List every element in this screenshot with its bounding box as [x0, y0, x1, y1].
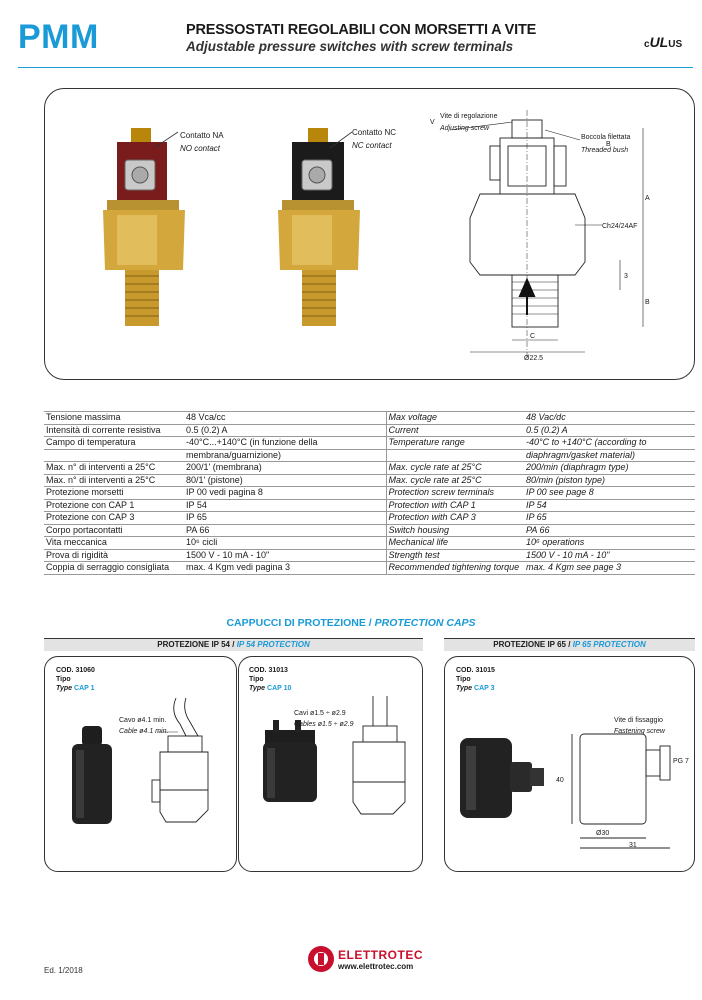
spec-it-value: IP 00 vedi pagina 8: [184, 487, 386, 500]
caps-title-en: PROTECTION CAPS: [374, 617, 476, 629]
spec-en-label: Strength test: [386, 549, 524, 562]
spec-it-value: 10⁶ cicli: [184, 537, 386, 550]
cap3-pg: PG 7: [673, 758, 689, 765]
spec-it-label: Tensione massima: [44, 412, 184, 425]
spec-row: [44, 549, 695, 562]
spec-row: [44, 524, 695, 537]
spec-it-value: max. 4 Kgm vedi pagina 3: [184, 562, 386, 575]
drawing-hex: Ch24/24AF: [602, 223, 638, 230]
spec-en-label: Temperature range: [386, 437, 524, 450]
spec-en-value: diaphragm/gasket material): [524, 449, 695, 462]
spec-row: [44, 449, 695, 462]
spec-it-value: IP 65: [184, 512, 386, 525]
cap3-width: 31: [629, 842, 637, 849]
product-photo-nc: [268, 120, 368, 330]
drawing-bush-it: Boccola filettata: [581, 134, 631, 141]
spec-it-label: Coppia di serraggio consigliata: [44, 562, 184, 575]
spec-it-label: [44, 449, 184, 462]
title-english: Adjustable pressure switches with screw terminals: [186, 39, 514, 54]
cert-ul: UL: [649, 34, 669, 50]
spec-it-label: Max. n° di interventi a 25°C: [44, 474, 184, 487]
spec-it-label: Vita meccanica: [44, 537, 184, 550]
ip65-en: IP 65 PROTECTION: [572, 640, 646, 649]
caps-title: [0, 617, 702, 629]
spec-it-label: Protezione con CAP 3: [44, 512, 184, 525]
spec-it-value: PA 66: [184, 524, 386, 537]
spec-row: [44, 474, 695, 487]
label-nc-en: NC contact: [352, 141, 392, 150]
spec-en-label: Recommended tightening torque: [386, 562, 524, 575]
cap3-height: 40: [556, 777, 564, 784]
caps-title-it: CAPPUCCI DI PROTEZIONE /: [226, 617, 372, 629]
spec-row: [44, 562, 695, 575]
spec-it-label: Protezione morsetti: [44, 487, 184, 500]
spec-en-value: 80/min (piston type): [524, 474, 695, 487]
spec-en-label: Current: [386, 424, 524, 437]
ip54-it: PROTEZIONE IP 54 /: [157, 640, 235, 649]
spec-it-label: Max. n° di interventi a 25°C: [44, 462, 184, 475]
spec-it-label: Prova di rigidità: [44, 549, 184, 562]
spec-en-value: IP 65: [524, 512, 695, 525]
spec-it-value: 80/1' (pistone): [184, 474, 386, 487]
spec-it-value: 0.5 (0.2) A: [184, 424, 386, 437]
drawing-dia: Ø22.5: [524, 355, 544, 362]
cap3-name: CAP 3: [474, 685, 495, 692]
elettrotec-logo-icon: [306, 944, 336, 974]
cap1-code: COD. 31060: [56, 667, 95, 674]
drawing-screw-en: Adjusting screw: [440, 125, 490, 132]
header-rule: [18, 67, 693, 68]
spec-it-value: 48 Vca/cc: [184, 412, 386, 425]
cert-c: c: [644, 39, 650, 50]
drawing-bush-en: Threaded bush: [581, 147, 629, 154]
spec-row: [44, 537, 695, 550]
cap3-code: COD. 31015: [456, 667, 495, 674]
brand-url[interactable]: www.elettrotec.com: [338, 962, 414, 971]
spec-row: [44, 512, 695, 525]
spec-row: [44, 437, 695, 450]
spec-en-label: Max. cycle rate at 25°C: [386, 462, 524, 475]
cap3-tipo: Tipo: [456, 676, 471, 683]
spec-en-label: Max voltage: [386, 412, 524, 425]
product-code: PMM: [18, 18, 99, 56]
technical-drawing: [430, 100, 680, 375]
ip65-it: PROTEZIONE IP 65 /: [493, 640, 571, 649]
spec-it-label: Protezione con CAP 1: [44, 499, 184, 512]
edition: Ed. 1/2018: [44, 966, 83, 975]
spec-en-value: max. 4 Kgm see page 3: [524, 562, 695, 575]
spec-en-value: -40°C to +140°C (according to: [524, 437, 695, 450]
drawing-b-side: B: [645, 299, 650, 306]
spec-en-value: 0.5 (0.2) A: [524, 424, 695, 437]
spec-en-label: Switch housing: [386, 524, 524, 537]
spec-row: [44, 499, 695, 512]
cap3-screw-it: Vite di fissaggio: [614, 717, 663, 724]
spec-en-label: Max. cycle rate at 25°C: [386, 474, 524, 487]
cap10-type: Type: [249, 685, 266, 692]
spec-en-label: Mechanical life: [386, 537, 524, 550]
cap10-name: CAP 10: [267, 685, 292, 692]
drawing-screw-it: Vite di regolazione: [440, 113, 498, 120]
label-nc-it: Contatto NC: [352, 128, 397, 137]
brand-name: ELETTROTEC: [338, 948, 423, 962]
spec-it-value: 200/1' (membrana): [184, 462, 386, 475]
cap1-cable-it: Cavo ø4.1 min.: [119, 717, 167, 724]
drawing-3: 3: [624, 273, 628, 280]
ul-certification-logo: [644, 34, 682, 50]
spec-it-label: Campo di temperatura: [44, 437, 184, 450]
cap3-type: Type: [456, 685, 473, 692]
spec-en-label: Protection with CAP 1: [386, 499, 524, 512]
drawing-c: C: [530, 333, 536, 340]
cap10-info: [249, 666, 291, 693]
drawing-v: V: [430, 119, 435, 126]
spec-en-value: IP 54: [524, 499, 695, 512]
cap10-cable-it: Cavi ø1.5 ÷ ø2.9: [294, 710, 346, 717]
cap1-info: [56, 666, 95, 693]
cap1-name: CAP 1: [74, 685, 95, 692]
spec-row: [44, 487, 695, 500]
spec-en-label: [386, 449, 524, 462]
label-no-en: NO contact: [180, 144, 221, 153]
label-no-it: Contatto NA: [180, 131, 224, 140]
cap10-tipo: Tipo: [249, 676, 264, 683]
spec-it-value: membrana/guarnizione): [184, 449, 386, 462]
spec-row: [44, 424, 695, 437]
spec-en-value: PA 66: [524, 524, 695, 537]
cap3-screw-en: Fastening screw: [614, 728, 665, 735]
spec-row: [44, 412, 695, 425]
cap3-info: [456, 666, 495, 693]
spec-it-value: IP 54: [184, 499, 386, 512]
cap10-cable-en: Cables ø1.5 ÷ ø2.9: [294, 721, 354, 728]
cap10-code: COD. 31013: [249, 667, 288, 674]
spec-en-value: 10⁶ operations: [524, 537, 695, 550]
ip54-en: IP 54 PROTECTION: [236, 640, 310, 649]
cap1-tipo: Tipo: [56, 676, 71, 683]
specs-table: [44, 411, 695, 575]
spec-en-label: Protection screw terminals: [386, 487, 524, 500]
spec-it-value: -40°C...+140°C (in funzione della: [184, 437, 386, 450]
spec-en-value: 1500 V - 10 mA - 10": [524, 549, 695, 562]
spec-it-label: Corpo portacontatti: [44, 524, 184, 537]
spec-en-label: Protection with CAP 3: [386, 512, 524, 525]
spec-en-value: IP 00 see page 8: [524, 487, 695, 500]
spec-en-value: 48 Vac/dc: [524, 412, 695, 425]
spec-row: [44, 462, 695, 475]
ip65-bar: [444, 638, 695, 651]
spec-it-label: Intensità di corrente resistiva: [44, 424, 184, 437]
spec-it-value: 1500 V - 10 mA - 10": [184, 549, 386, 562]
ip54-bar: [44, 638, 423, 651]
drawing-a: A: [645, 195, 650, 202]
cap1-type: Type: [56, 685, 73, 692]
cap3-diameter: Ø30: [596, 830, 610, 837]
cap1-cable-en: Cable ø4.1 min.: [119, 728, 169, 735]
cert-us: US: [668, 39, 683, 50]
title-italian: PRESSOSTATI REGOLABILI CON MORSETTI A VITE: [186, 22, 537, 38]
spec-en-value: 200/min (diaphragm type): [524, 462, 695, 475]
drawing-b-top: B: [606, 141, 611, 148]
